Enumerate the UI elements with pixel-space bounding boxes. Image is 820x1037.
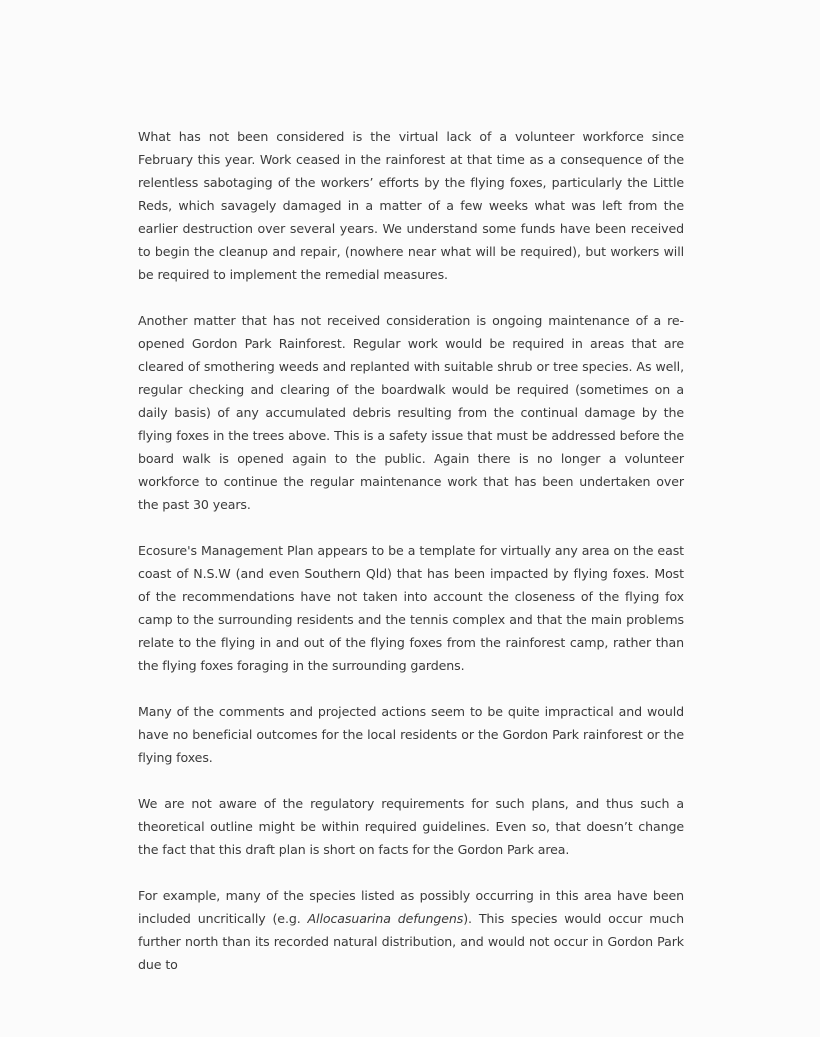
paragraph-management-plan: Ecosure's Management Plan appears to be a template for virtually any area on the east coast of N.S.W (and even Southern Qld) that has been impacted by flying foxes. Most of the recommendations have not taken into account the closeness of the flying fox camp to the surrounding residents and the tennis complex and that the main problems relate to the flying in and out of the flying foxes from the rainforest camp, rather than the flying foxes foraging in the surrounding gardens. [138, 543, 684, 673]
paragraph-species-example [138, 884, 684, 976]
paragraph-ongoing-maintenance: Another matter that has not received consideration is ongoing maintenance of a re-opened Gordon Park Rainforest. Regular work would be required in areas that are cleared of smothering weeds and replanted with suitable shrub or tree species. As well, regular checking and clearing of the boardwalk would be required (sometimes on a daily basis) of any accumulated debris resulting from the continual damage by the flying foxes in the trees above. This is a safety issue that must be addressed before the board walk is opened again to the public. Again there is no longer a volunteer workforce to continue the regular maintenance work that has been undertaken over the past 30 years. [138, 313, 684, 512]
document-body [138, 125, 684, 999]
species-text-after: ). This species would occur much further north than its recorded natural distribution, and would not occur in Gordon Park due to [138, 911, 684, 972]
paragraph-regulatory-requirements: We are not aware of the regulatory requirements for such plans, and thus such a theoretical outline might be within required guidelines. Even so, that doesn’t change the fact that this draft plan is short on facts for the Gordon Park area. [138, 796, 684, 857]
paragraph-impractical-actions: Many of the comments and projected actions seem to be quite impractical and would have no beneficial outcomes for the local residents or the Gordon Park rainforest or the flying foxes. [138, 704, 684, 765]
species-name: Allocasuarina defungens [307, 911, 464, 926]
species-text-before: For example, many of the species listed as possibly occurring in this area have been included uncritically (e.g. [138, 888, 684, 926]
paragraph-volunteer-workforce: What has not been considered is the virtual lack of a volunteer workforce since February this year. Work ceased in the rainforest at that time as a consequence of the relentless sabotaging of the workers’ efforts by the flying foxes, particularly the Little Reds, which savagely damaged in a matter of a few weeks what was left from the earlier destruction over several years. We understand some funds have been received to begin the cleanup and repair, (nowhere near what will be required), but workers will be required to implement the remedial measures. [138, 129, 684, 282]
